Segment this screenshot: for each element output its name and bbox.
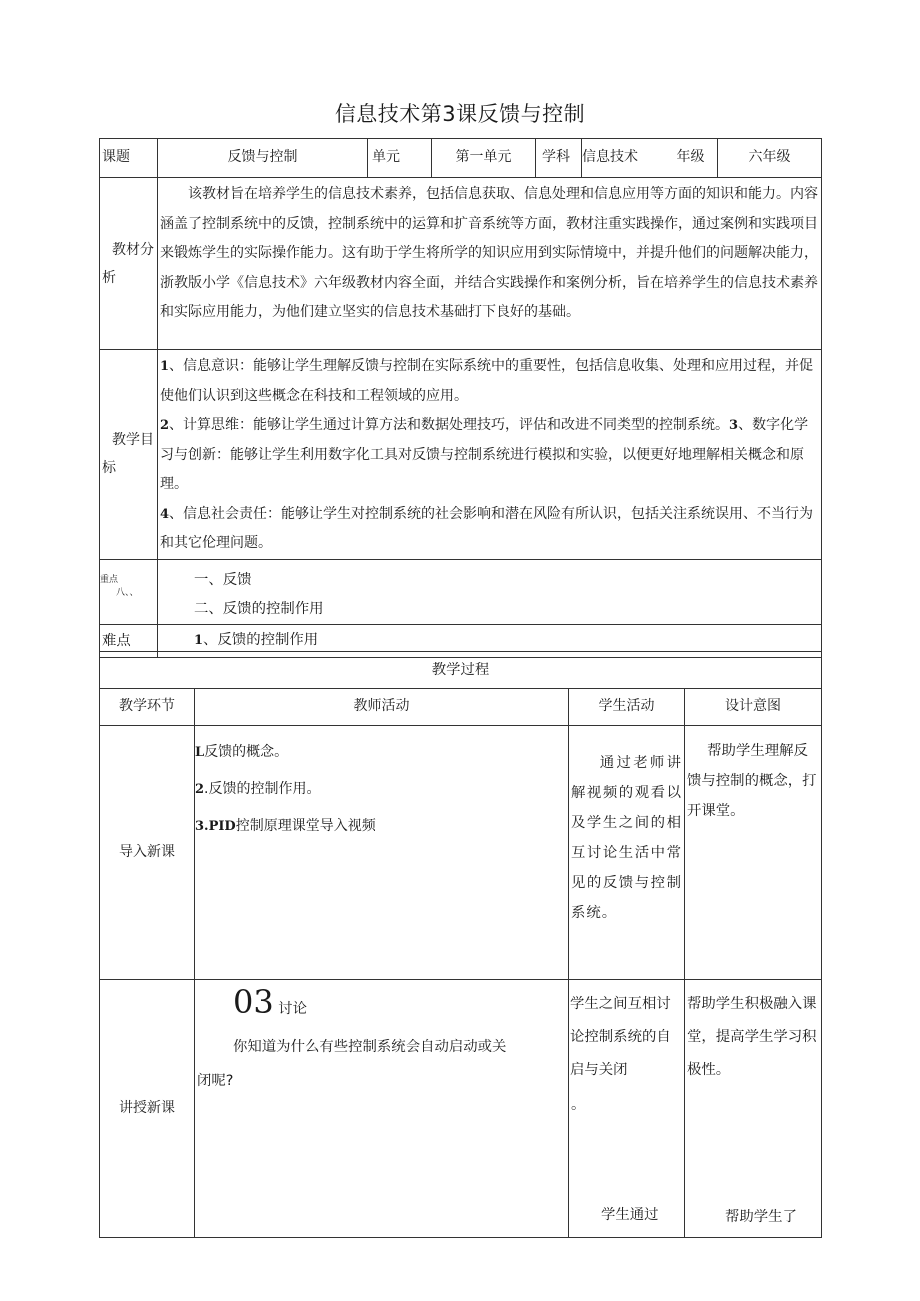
goals-label-line1: 教学目 (112, 432, 154, 449)
goal-1-text: 、信息意识：能够让学生理解反馈与控制在实际系统中的重要性，包括信息收集、处理和应用过程，并促使他们认识到这些概念在科技和工程领域的应用。 (160, 358, 814, 404)
document-title: 信息技术第3课反馈与控制 (334, 102, 586, 126)
lecture-student (569, 980, 685, 1238)
goal-1-num: 1 (160, 359, 170, 374)
goals-label (100, 350, 158, 560)
intro-teacher-item-1 (195, 734, 568, 771)
goal-3-num: 3 (729, 418, 739, 433)
lecture-intent (685, 980, 822, 1238)
goal-2-3 (160, 411, 819, 500)
item-1-num: L (195, 745, 205, 760)
goal-2-text: 、计算思维：能够让学生通过计算方法和数据处理技巧，评估和改进不同类型的控制系统。 (169, 417, 730, 433)
difficulty-text-content: 、反馈的控制作用 (203, 632, 319, 649)
lecture-row (100, 980, 822, 1238)
unit-label: 单元 (368, 139, 432, 178)
intro-student (569, 726, 685, 980)
key-points-text (158, 559, 822, 624)
item-2-text: .反馈的控制作用。 (204, 781, 321, 797)
key-point-1: 一、反馈 (194, 571, 252, 588)
goal-1 (160, 352, 819, 411)
unit-value: 第一单元 (432, 139, 536, 178)
goals-row (100, 350, 822, 560)
process-title: 教学过程 (100, 652, 822, 689)
intro-teacher-item-3 (195, 808, 568, 845)
analysis-label (100, 178, 158, 350)
process-header-row (100, 689, 822, 726)
col-intent-header: 设计意图 (685, 689, 822, 726)
key-label-line2: 八、、 (116, 587, 139, 598)
discussion-heading (233, 982, 307, 1022)
analysis-row (100, 178, 822, 350)
teaching-process-table (99, 651, 822, 1238)
analysis-paragraph: 该教材旨在培养学生的信息技术素养，包括信息获取、信息处理和信息应用等方面的知识和能力。内容涵盖了控制系统中的反馈，控制系统中的运算和扩音系统等方面，教材注重实践操作，通过案例和实践项目来锻炼学生的实际操作能力。这有助于学生将所学的知识应用到实际情境中，并提升他们的问题解决能力，浙教版小学《信息技术》六年级教材内容全面，并结合实践操作和案例分析，旨在培养学生的信息技术素养和实际应用能力，为他们建立坚实的信息技术基础打下良好的基础。 (160, 186, 818, 320)
col-teacher-header: 教师活动 (195, 689, 569, 726)
lecture-intent-text-2: 帮助学生了 (725, 1209, 797, 1225)
analysis-label-line1: 教材分 (112, 241, 154, 258)
item-3-num: 3.PID (195, 819, 236, 834)
header-row (100, 139, 822, 178)
key-points-row (100, 559, 822, 624)
goal-2-num: 2 (160, 418, 170, 433)
question-line-2: 闭呢? (197, 1073, 234, 1089)
goal-3-text: 、数字化学习与创新：能够让学生利用数字化工具对反馈与控制系统进行模拟和实验，以便更好地理解相关概念和原理。 (160, 417, 809, 492)
goal-4-text: 、信息社会责任：能够让学生对控制系统的社会影响和潜在风险有所认识，包括关注系统误用、不当行为和其它伦理问题。 (160, 505, 814, 551)
topic-label: 课题 (100, 139, 158, 178)
goal-4 (160, 500, 819, 559)
intro-teacher (195, 726, 569, 980)
item-2-num: 2 (195, 782, 205, 797)
subject-label: 学科 (536, 139, 582, 178)
process-title-row (100, 652, 822, 689)
goal-4-num: 4 (160, 506, 170, 522)
goals-text (158, 350, 822, 560)
goals-label-line2: 标 (102, 460, 116, 477)
col-stage-header: 教学环节 (100, 689, 195, 726)
topic-value: 反馈与控制 (158, 139, 368, 178)
lecture-stage: 讲授新课 (100, 980, 195, 1238)
grade-value: 六年级 (718, 139, 822, 178)
question-line-1: 你知道为什么有些控制系统会自动启动或关 (233, 1039, 507, 1055)
intro-intent (685, 726, 822, 980)
lecture-intent-text: 帮助学生积极融入课堂，提高学生学习积极性。 (687, 996, 817, 1078)
lesson-info-table (99, 138, 822, 658)
analysis-text (158, 178, 822, 350)
difficulty-label: 难点 (100, 624, 158, 657)
key-points-label (100, 559, 158, 624)
discussion-label: 讨论 (278, 1001, 307, 1017)
intro-stage: 导入新课 (100, 726, 195, 980)
lecture-teacher (195, 980, 569, 1238)
item-3-text: 控制原理课堂导入视频 (235, 818, 376, 834)
intro-student-text: 通过老师讲解视频的观看以及学生之间的相互讨论生活中常见的反馈与控制系统。 (571, 755, 682, 921)
lecture-student-text: 学生之间互相讨论控制系统的自启与关闭 (570, 996, 671, 1078)
grade-label (676, 139, 718, 178)
intro-intent-text: 帮助学生理解反馈与控制的概念，打开课堂。 (687, 743, 817, 819)
col-student-header: 学生活动 (569, 689, 685, 726)
intro-row (100, 726, 822, 980)
item-1-text: 反馈的概念。 (204, 744, 289, 760)
intro-teacher-item-2 (195, 771, 568, 808)
lecture-student-text-2: 学生通过 (601, 1207, 659, 1223)
key-label-line1: 重点 (100, 574, 119, 585)
subject-value: 信息技术 (582, 139, 689, 178)
analysis-label-line2: 析 (102, 269, 116, 286)
key-point-2: 二、反馈的控制作用 (194, 600, 324, 617)
lecture-student-dot: 。 (571, 1097, 586, 1113)
section-number: 03 (233, 983, 274, 1021)
grade-label-text: 年级 (676, 149, 705, 166)
difficulty-num: 1 (194, 633, 204, 649)
